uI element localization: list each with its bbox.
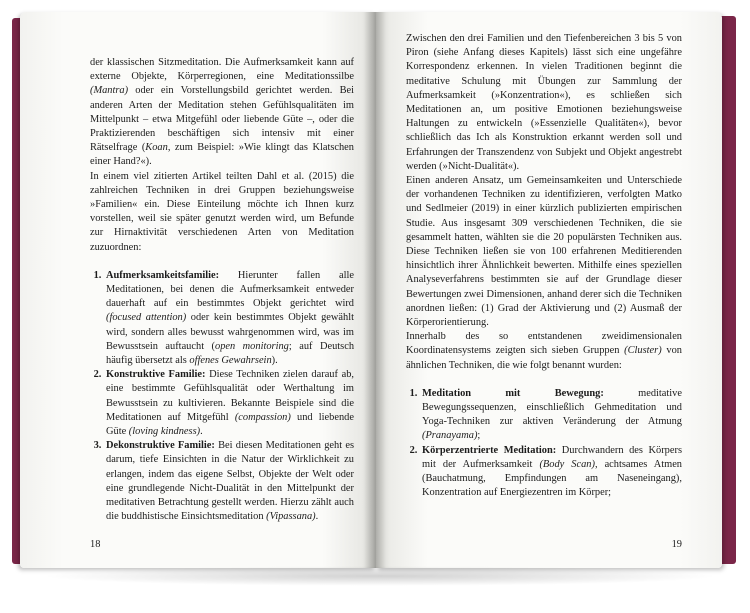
left-paragraph-1: der klassischen Sitzmeditation. Die Aufmerksamkeit kann auf externe Objekte, Körperregionen, eine Meditationssilbe (Mantra) oder ein Vorstellungsbild gerichtet werden. Bei anderen Arten der Meditation stehen Gefühlsqualitäten im Mittelpunkt – etwa Mitgefühl oder liebende Güte –, oder die Praktizierenden beschäftigen sich intensiv mit einer Rätselfrage (Koan, zum Beispiel: »Wie klingt das Klatschen einer Hand?«). <box>90 57 354 168</box>
meditation-clusters-list <box>406 387 682 501</box>
open-book <box>12 12 734 572</box>
left-page <box>20 12 376 568</box>
book-gutter-shadow <box>364 12 386 568</box>
list-item: 2. Körperzentrierte Meditation: Durchwandern des Körpers mit der Aufmerksamkeit (Body Scan), achtsames Atmen (Bauchatmung, Empfindungen am Naseneingang), Konzentration auf Energiezentren im Körper; <box>420 444 682 501</box>
list-item: 1. Meditation mit Bewegung: meditative Bewegungssequenzen, einschließlich Gehmeditation und Yoga-Techniken zur aktiven Veränderung der Atmung (Pranayama); <box>420 387 682 444</box>
left-paragraph-2: In einem viel zitierten Artikel teilten Dahl et al. (2015) die zahlreichen Techniken in drei Gruppen beziehungsweise »Familien« ein. Diese Einteilung möchte ich Ihnen kurz vorstellen, weil sie später genutzt werden wird, um Befunde zur Hirnaktivität verschiedenen Arten von Meditation zuzuordnen: <box>90 170 354 253</box>
right-page-text <box>406 32 682 501</box>
page-number-left: 18 <box>90 539 101 550</box>
right-page <box>376 12 722 568</box>
left-page-text <box>90 56 354 525</box>
right-paragraph-2: Einen anderen Ansatz, um Gemeinsamkeiten und Unterschiede der vorhandenen Techniken zu identifizieren, verfolgten Matko und Sedlmeier (2019) in einer kürzlich publizierten empirischen Studie. Aus insgesamt 309 verschiedenen Techniken, die sie gesammelt hatten, wählten sie die 20 populärsten Techniken aus. Diese Techniken ließen sie von 100 erfahrenen Meditierenden hinsichtlich ihrer Ähnlichkeit bewerten. Mithilfe eines speziellen Analyseverfahrens bestimmten sie auf der Grundlage dieser Bewertungen zwei Dimensionen, anhand derer sich die Techniken anordnen ließen: (1) Grad der Aktivierung und (2) Ausmaß der Körperorientierung. <box>406 175 682 329</box>
list-item: 1. Aufmerksamkeitsfamilie: Hierunter fallen alle Meditationen, bei denen die Aufmerksamkeit entweder dauerhaft auf ein bestimmtes Objekt gerichtet wird (focused attention) oder kein bestimmtes Objekt gewählt wird, sondern alles bewusst wahrgenommen wird, was im Bewusstsein auftaucht (open monitoring; auf Deutsch häufig übersetzt als offenes Gewahrsein). <box>104 269 354 368</box>
list-item: 3. Dekonstruktive Familie: Bei diesen Meditationen geht es darum, tiefe Einsichten in die Natur der Wirklichkeit zu erlangen, indem das eigene Selbst, Objekte der Welt oder eine grundlegende Nicht-Dualität in den Mittelpunkt der meditativen Betrachtung gestellt werden. Hierzu zählt auch die buddhistische Einsichtsmeditation (Vipassana). <box>104 439 354 524</box>
meditation-families-list <box>90 269 354 525</box>
book-floor-shadow <box>40 566 720 586</box>
page-number-right: 19 <box>671 539 682 550</box>
right-paragraph-3: Innerhalb des so entstandenen zweidimensionalen Koordinatensystems zeigten sich sieben Gruppen (Cluster) von ähnlichen Techniken, die wie folgt benannt wurden: <box>406 331 682 371</box>
right-paragraph-1: Zwischen den drei Familien und den Tiefenbereichen 3 bis 5 von Piron (siehe Anfang dieses Kapitels) lässt sich eine ungefähre Korrespondenz erkennen. In vielen Traditionen beginnt die meditative Schulung mit Übungen zur Sammlung der Aufmerksamkeit (»Konzentration«), es schließen sich Meditationen an, um positive Emotionen beziehungsweise Haltungen zu entwickeln (»Essenzielle Qualitäten«), bevor schließlich das Ich als Konstruktion erkannt werden soll und Erfahrungen der Transzendenz von Subjekt und Objekt angestrebt werden (»Nicht-Dualität«). <box>406 33 682 172</box>
list-item: 2. Konstruktive Familie: Diese Techniken zielen darauf ab, eine bestimmte Gefühlsqualität oder Werthaltung im Bewusstsein zu kultivieren. Bekannte Beispiele sind die Meditationen auf Mitgefühl (compassion) und liebende Güte (loving kindness). <box>104 368 354 439</box>
